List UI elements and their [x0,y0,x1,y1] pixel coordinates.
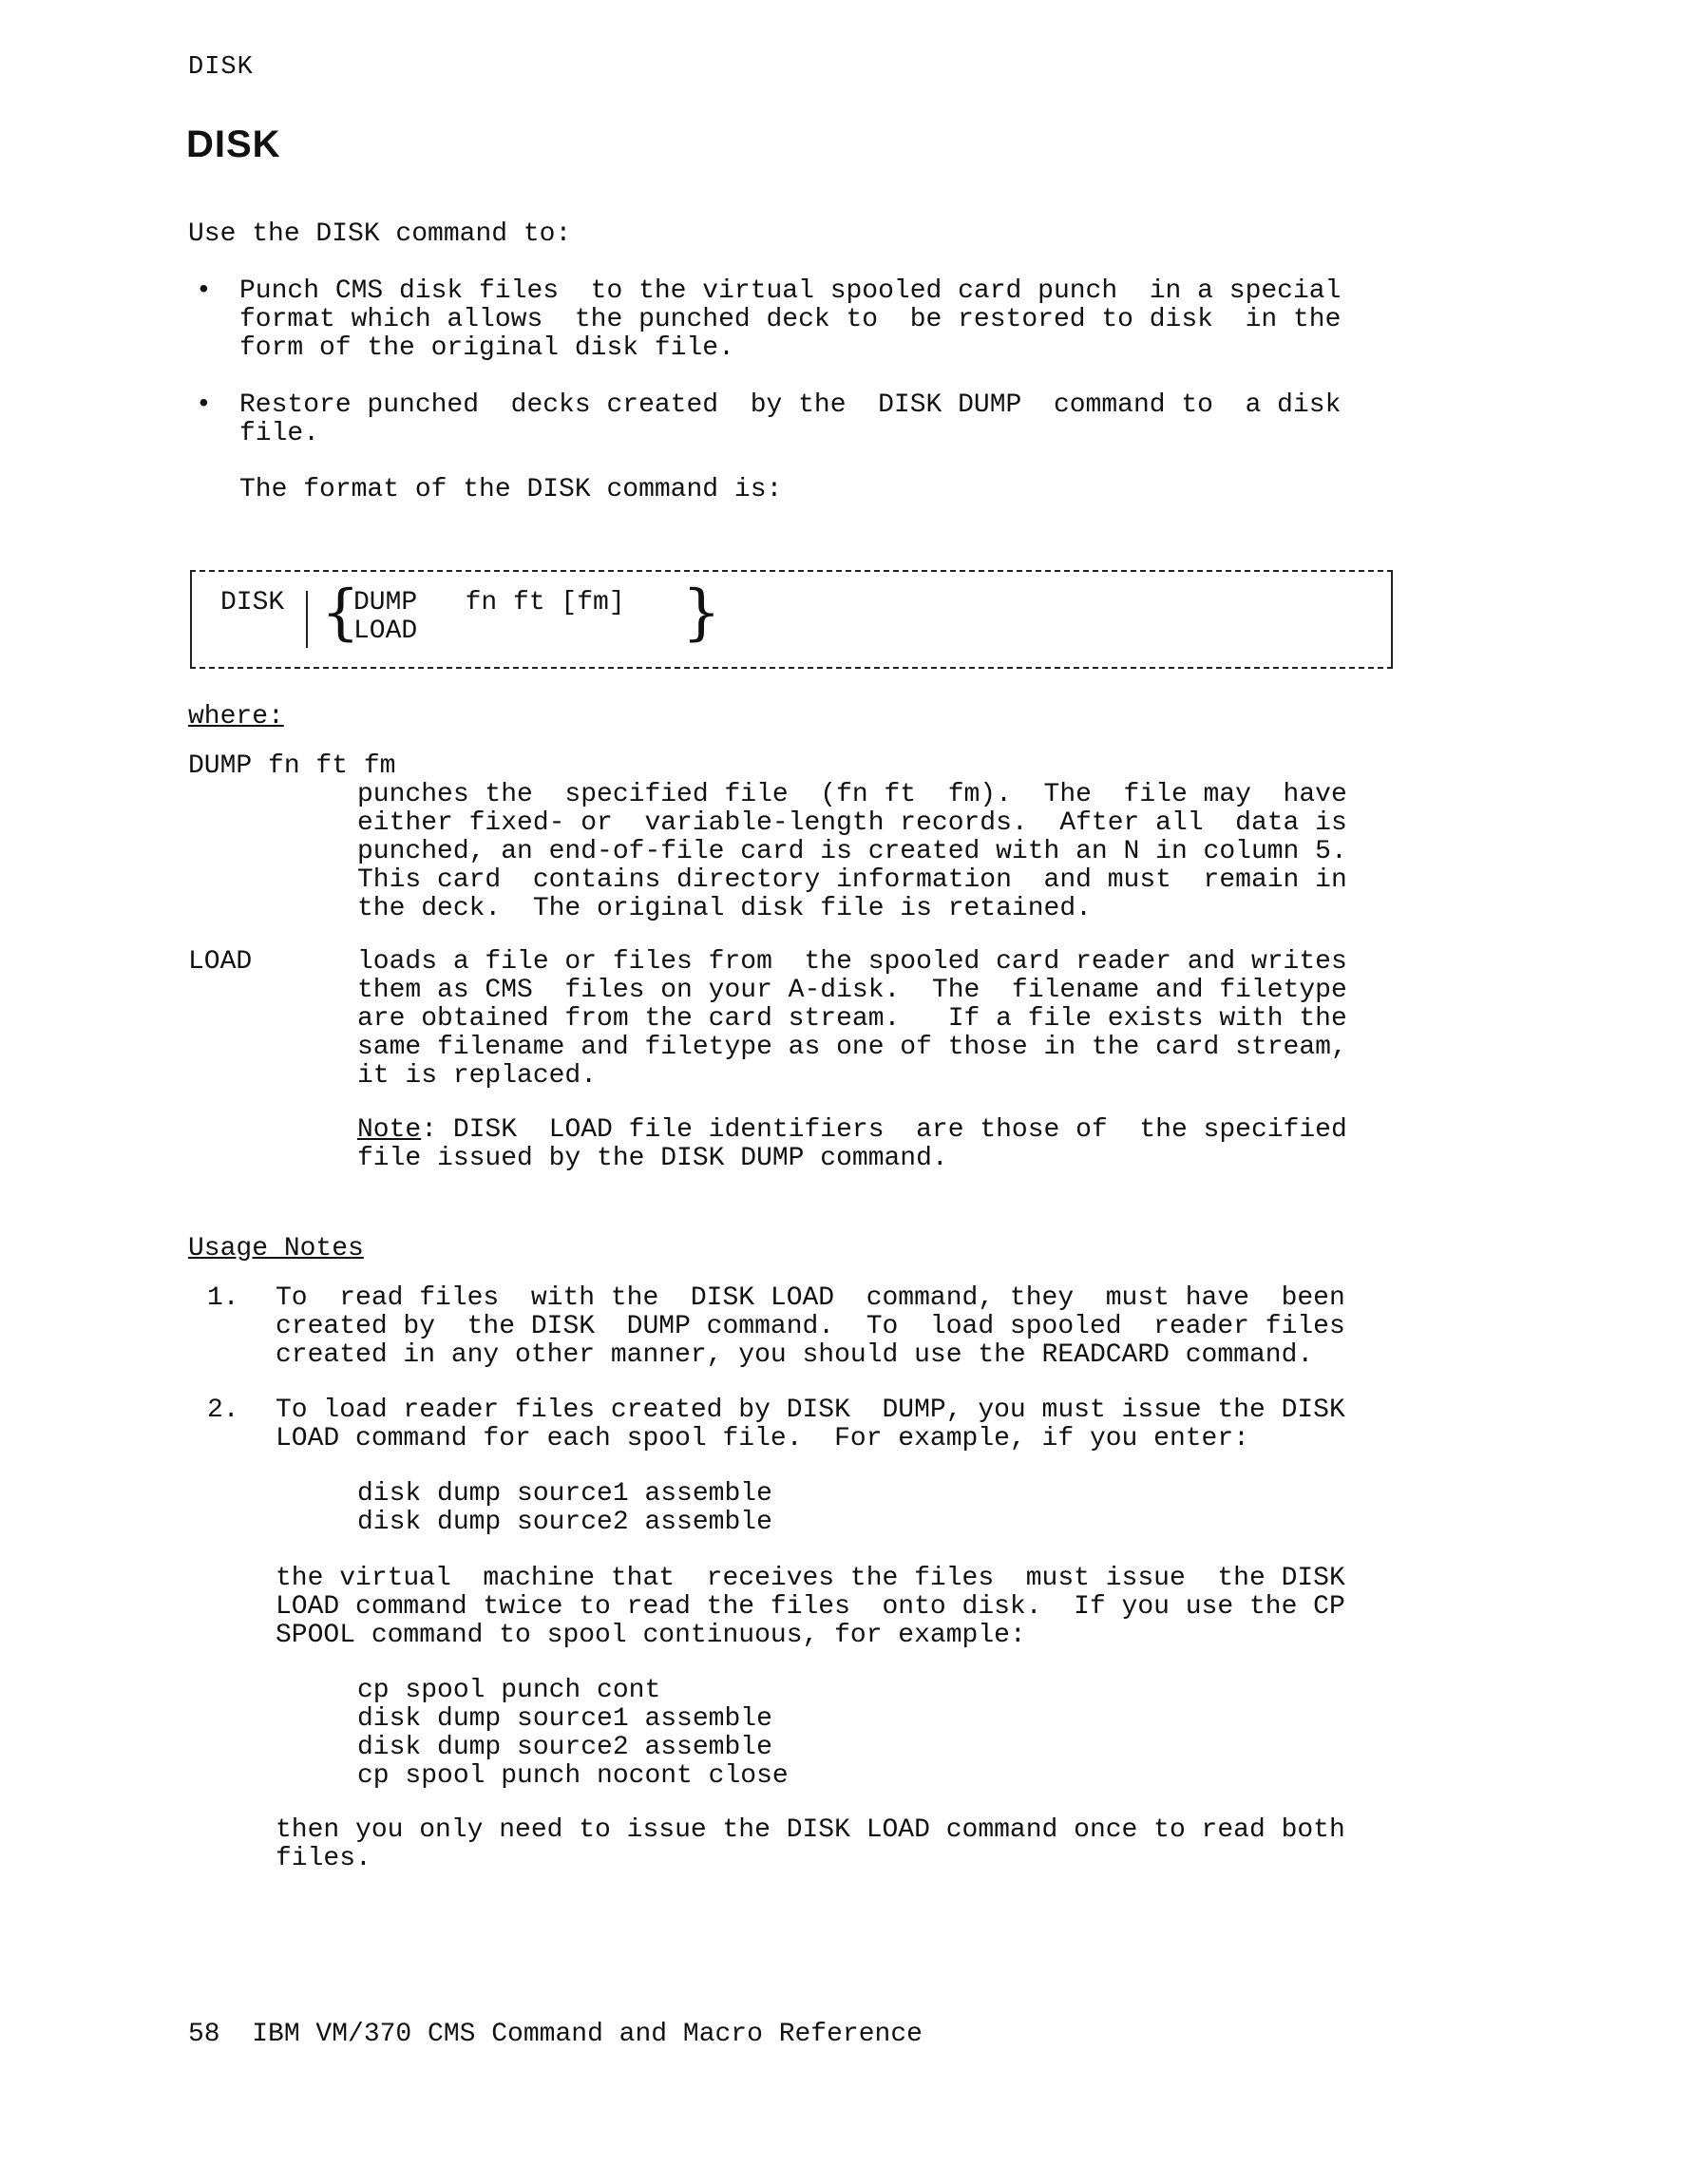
operand-description: loads a file or files from the spooled card reader and writes them as CMS files on your A-disk. The filename and filetype are obtained from the card stream. If a file exists with the same filename and filetype as one of those in the card stream, it is replaced. [357,947,1347,1091]
syntax-separator [306,591,308,648]
usage-note-text: To load reader files created by DISK DUMP, you must issue the DISK LOAD command for each spool file. For example, if you enter: [276,1396,1345,1453]
bullet-item: Restore punched decks created by the DISK DUMP command to a disk file. [239,390,1342,448]
bullet-item: Punch CMS disk files to the virtual spooled card punch in a special format which allows the punched deck to be restored to disk in the form of the original disk file. [239,276,1342,363]
bullet-marker: • [196,390,212,420]
usage-notes-heading: Usage Notes [188,1234,364,1263]
bullet-marker: • [196,276,212,306]
syntax-brace-left: { [321,578,360,648]
usage-note-continuation: then you only need to issue the DISK LOAD command once to read both files. [276,1815,1345,1873]
usage-note-number: 2. [207,1396,239,1425]
note-text: : DISK LOAD file identifiers are those of the specified file issued by the DISK DUMP command. [357,1115,1347,1173]
page-title: DISK [186,123,281,165]
syntax-command: DISK [220,588,285,617]
usage-note-continuation: the virtual machine that receives the files must issue the DISK LOAD command twice to read the files onto disk. If you use the CP SPOOL command to spool continuous, for example: [276,1564,1345,1650]
code-example: cp spool punch cont disk dump source1 assemble disk dump source2 assemble cp spool punch nocont close [357,1676,789,1791]
running-head: DISK [188,53,254,82]
operand-term: LOAD [188,947,253,977]
where-label: where: [188,702,284,731]
intro-text: Use the DISK command to: [188,219,572,249]
operand-term: DUMP fn ft fm [188,751,396,781]
note-label: Note [357,1115,422,1145]
usage-note-number: 1. [207,1283,239,1313]
syntax-operands: DUMP fn ft [fm] LOAD [353,588,625,646]
format-intro: The format of the DISK command is: [239,475,783,504]
page-footer: 58 IBM VM/370 CMS Command and Macro Reference [188,2020,923,2049]
usage-note-text: To read files with the DISK LOAD command, they must have been created by the DISK DUMP command. To load spooled reader files created in any other manner, you should use the READCARD command. [276,1283,1345,1370]
operand-description: punches the specified file (fn ft fm). The file may have either fixed- or variable-length records. After all data is punched, an end-of-file card is created with an N in column 5. This card contains directory information and must remain in the deck. The original disk file is retained. [357,780,1347,923]
syntax-brace-right: } [682,578,721,648]
note [357,1116,1347,1173]
code-example: disk dump source1 assemble disk dump source2 assemble [357,1479,772,1537]
